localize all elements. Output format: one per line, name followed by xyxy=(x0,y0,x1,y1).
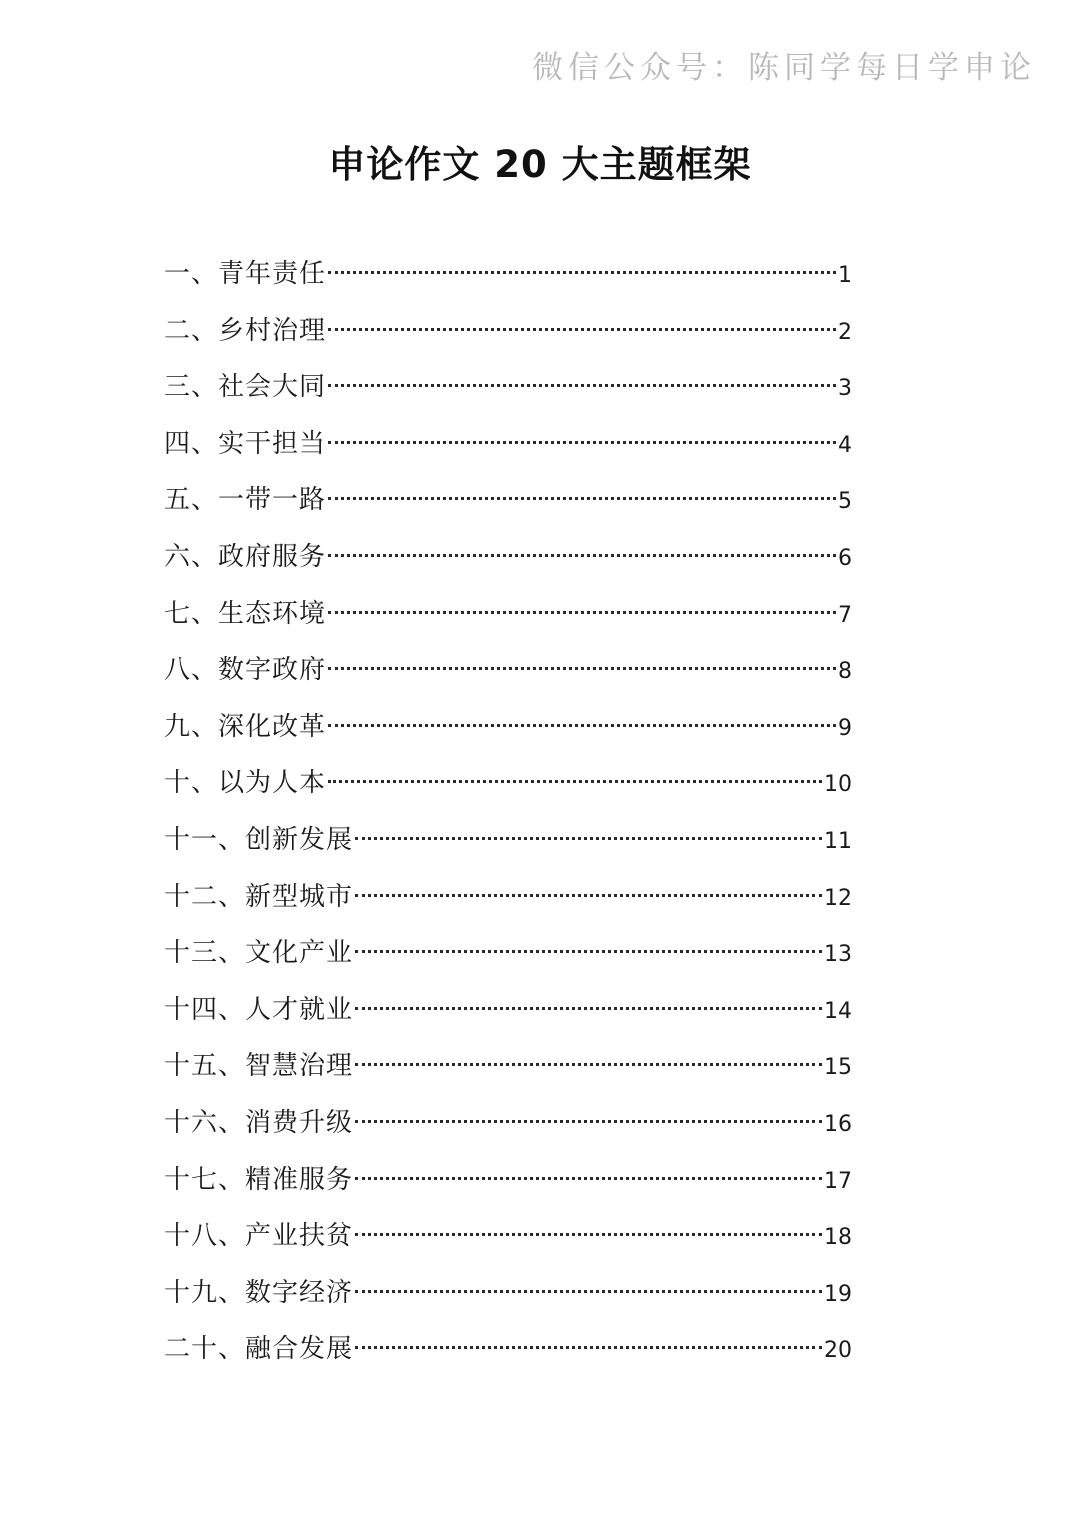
page-title: 申论作文 20 大主题框架 xyxy=(328,143,752,186)
toc-page-number: 14 xyxy=(824,998,852,1024)
toc-entry-label: 六、政府服务 xyxy=(164,541,327,572)
toc-entry-label: 一、青年责任 xyxy=(164,259,327,289)
toc-page-number: 2 xyxy=(838,319,852,345)
toc-entry[interactable] xyxy=(164,246,852,303)
toc-dot-leader xyxy=(328,328,836,331)
toc-entry[interactable] xyxy=(164,529,852,586)
toc-dot-leader xyxy=(355,1007,822,1010)
toc-entry-label: 十六、消费升级 xyxy=(164,1107,354,1138)
toc-dot-leader xyxy=(328,724,836,727)
toc-entry[interactable] xyxy=(164,359,852,416)
toc-entry[interactable] xyxy=(164,642,852,699)
toc-page-number: 9 xyxy=(838,715,852,741)
toc-entry-label: 三、社会大同 xyxy=(164,372,327,403)
toc-entry-label: 十、以为人本 xyxy=(164,768,327,799)
toc-dot-leader xyxy=(328,554,836,557)
toc-page-number: 8 xyxy=(838,659,852,685)
toc-page-number: 12 xyxy=(824,885,852,911)
toc-entry[interactable] xyxy=(164,755,852,812)
toc-entry[interactable] xyxy=(164,982,852,1039)
toc-dot-leader xyxy=(355,1346,822,1349)
toc-entry-label: 七、生态环境 xyxy=(164,598,327,629)
toc-page-number: 15 xyxy=(824,1055,852,1081)
toc-entry[interactable] xyxy=(164,1265,852,1322)
toc-entry[interactable] xyxy=(164,1152,852,1209)
toc-entry-label: 二十、融合发展 xyxy=(164,1334,354,1365)
toc-dot-leader xyxy=(328,271,836,274)
toc-entry-label: 五、一带一路 xyxy=(164,485,327,516)
toc-page-number: 19 xyxy=(824,1281,852,1307)
toc-page-number: 3 xyxy=(838,376,852,402)
toc-page-number: 17 xyxy=(824,1168,852,1194)
toc-entry[interactable] xyxy=(164,869,852,926)
toc-dot-leader xyxy=(355,1290,822,1293)
toc-page-number: 18 xyxy=(824,1225,852,1251)
toc-dot-leader xyxy=(328,497,836,500)
toc-entry-label: 二、乡村治理 xyxy=(164,315,327,346)
toc-page-number: 7 xyxy=(838,602,852,628)
toc-page-number: 10 xyxy=(824,772,852,798)
toc-entry-label: 八、数字政府 xyxy=(164,655,327,686)
toc-entry-label: 四、实干担当 xyxy=(164,428,327,459)
toc-entry[interactable] xyxy=(164,586,852,643)
toc-page-number: 5 xyxy=(838,489,852,515)
toc-page-number: 16 xyxy=(824,1111,852,1137)
toc-entry-label: 十四、人才就业 xyxy=(164,994,354,1025)
toc-entry[interactable] xyxy=(164,303,852,360)
toc-entry[interactable] xyxy=(164,472,852,529)
toc-entry-label: 十五、智慧治理 xyxy=(164,1051,354,1082)
toc-page-number: 1 xyxy=(838,263,852,288)
toc-entry-label: 十七、精准服务 xyxy=(164,1164,354,1195)
toc-dot-leader xyxy=(355,894,822,897)
toc-page-number: 20 xyxy=(824,1338,852,1364)
toc-dot-leader xyxy=(355,837,822,840)
toc-dot-leader xyxy=(355,950,822,953)
toc-dot-leader xyxy=(355,1063,822,1066)
watermark: 微信公众号：陈同学每日学申论 xyxy=(532,50,1036,86)
toc-page-number: 11 xyxy=(824,828,852,854)
toc-dot-leader xyxy=(328,611,836,614)
toc-dot-leader xyxy=(328,441,836,444)
toc-dot-leader xyxy=(355,1233,822,1236)
toc-dot-leader xyxy=(328,384,836,387)
toc-dot-leader xyxy=(355,1120,822,1123)
toc-entry-label: 九、深化改革 xyxy=(164,711,327,742)
toc-entry[interactable] xyxy=(164,699,852,756)
toc-entry[interactable] xyxy=(164,1038,852,1095)
toc-entry[interactable] xyxy=(164,1208,852,1265)
toc-entry[interactable] xyxy=(164,1321,852,1378)
table-of-contents xyxy=(164,246,852,1378)
toc-dot-leader xyxy=(355,1177,822,1180)
toc-entry[interactable] xyxy=(164,925,852,982)
toc-entry-label: 十二、新型城市 xyxy=(164,881,354,912)
toc-page-number: 13 xyxy=(824,942,852,968)
toc-entry-label: 十八、产业扶贫 xyxy=(164,1221,354,1252)
toc-entry-label: 十九、数字经济 xyxy=(164,1277,354,1308)
toc-entry-label: 十三、文化产业 xyxy=(164,938,354,969)
toc-entry-label: 十一、创新发展 xyxy=(164,824,354,855)
toc-dot-leader xyxy=(328,780,822,783)
toc-dot-leader xyxy=(328,667,836,670)
toc-page-number: 4 xyxy=(838,432,852,458)
toc-entry[interactable] xyxy=(164,812,852,869)
toc-page-number: 6 xyxy=(838,545,852,571)
toc-entry[interactable] xyxy=(164,416,852,473)
toc-entry[interactable] xyxy=(164,1095,852,1152)
